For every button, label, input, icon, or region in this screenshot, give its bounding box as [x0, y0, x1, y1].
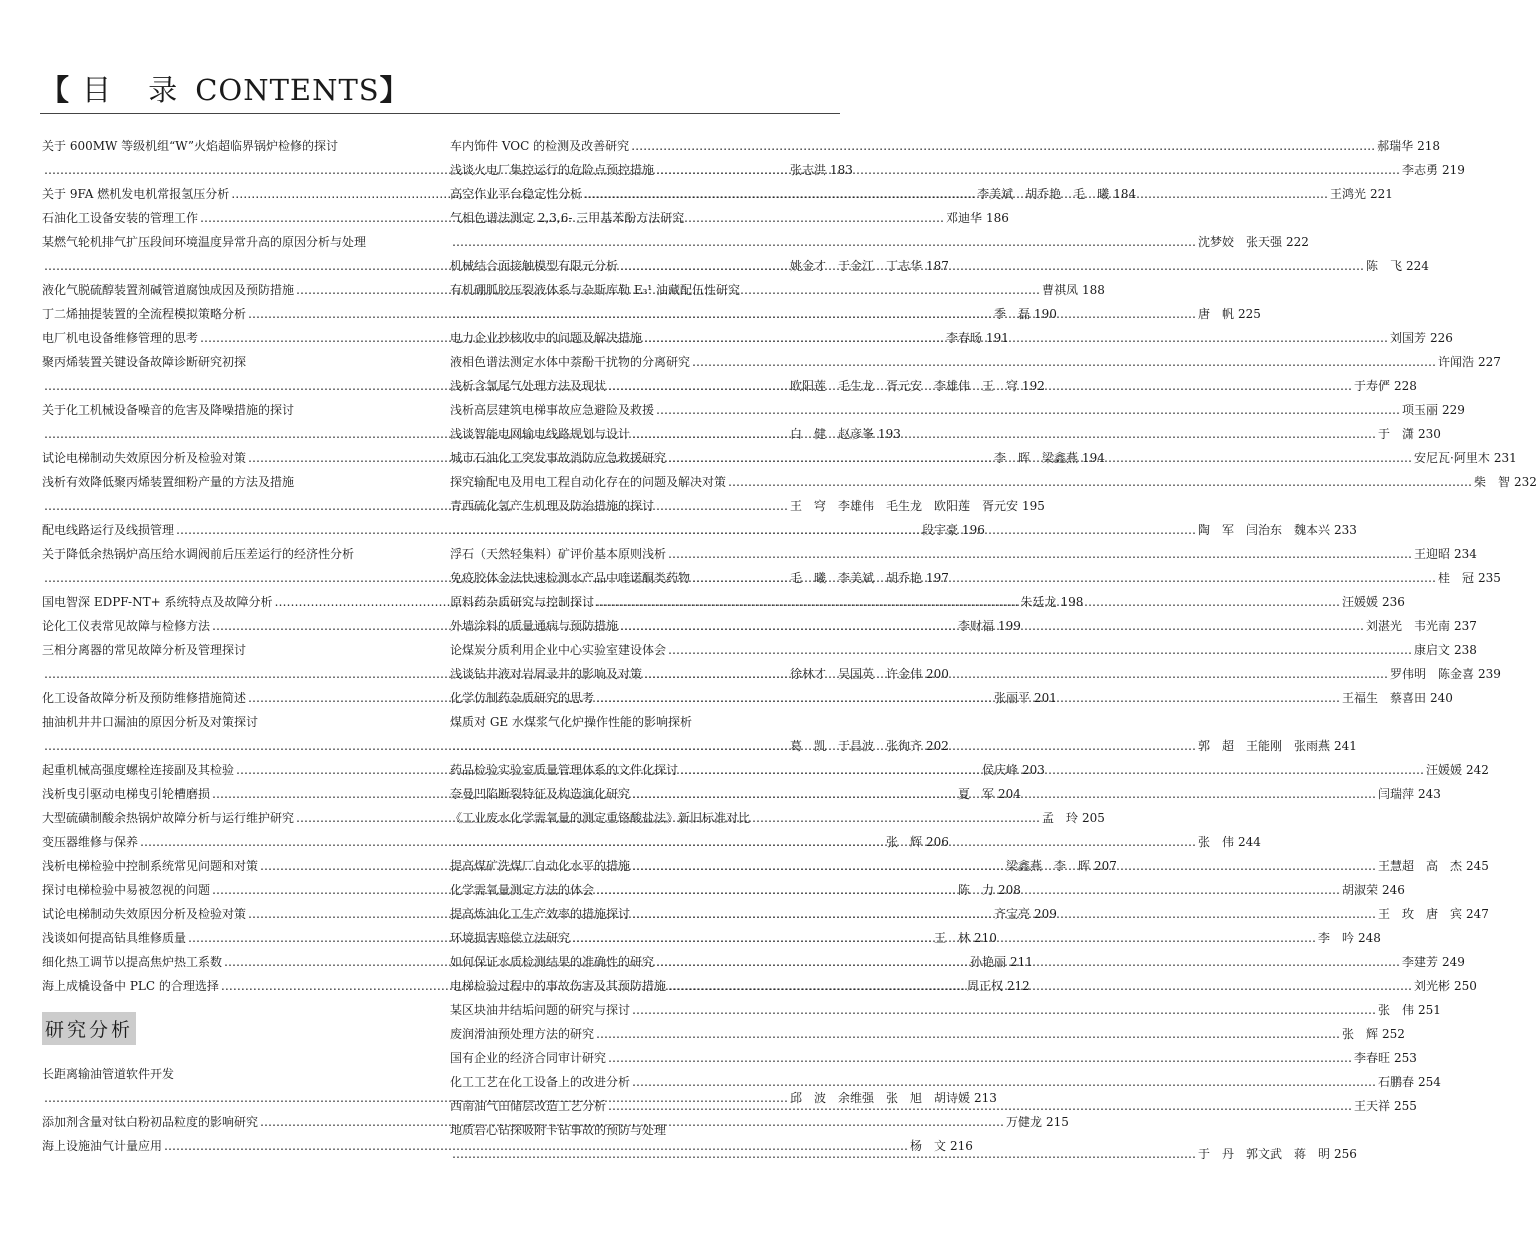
page-number: 219	[1442, 163, 1465, 177]
page-number: 191	[986, 331, 1009, 345]
page-number: 249	[1442, 955, 1465, 969]
dot-leader	[668, 446, 1412, 470]
article-title: 药品检验实验室质量管理体系的文件化探讨	[450, 763, 679, 777]
article-authors: 张 辉	[886, 835, 923, 849]
article-authors: 罗伟明 陈金喜	[1390, 667, 1475, 681]
article-title: 关于 600MW 等级机组“W”火焰超临界锅炉检修的探讨	[42, 139, 338, 153]
page-number: 190	[1034, 307, 1057, 321]
toc-entry[interactable]	[450, 398, 1465, 422]
article-title: 配电线路运行及线损管理	[42, 523, 175, 537]
page-number: 188	[1082, 283, 1105, 297]
dot-leader	[452, 734, 1196, 758]
article-title: 西南油气田储层改造工艺分析	[450, 1099, 607, 1113]
page-number: 186	[986, 211, 1009, 225]
article-authors: 邓迪华	[946, 211, 983, 225]
page-number: 228	[1394, 379, 1417, 393]
dot-leader	[668, 542, 1412, 566]
page-number: 224	[1406, 259, 1429, 273]
article-authors: 李春旸	[946, 331, 983, 345]
page-number: 204	[998, 787, 1021, 801]
article-title: 某燃气轮机排气扩压段间环境温度异常升高的原因分析与处理	[42, 235, 367, 249]
article-title: 地质岩心钻探吸附卡钻事故的预防与处理	[450, 1123, 667, 1137]
toc-entry[interactable]	[450, 470, 1537, 494]
article-authors: 王慧超 高 杰	[1378, 859, 1463, 873]
article-title: 浮石（天然轻集料）矿评价基本原则浅析	[450, 547, 667, 561]
article-title: 高空作业平台稳定性分析	[450, 187, 583, 201]
page-number: 252	[1382, 1027, 1405, 1041]
toc-entry[interactable]	[450, 806, 843, 830]
dot-leader	[632, 998, 1376, 1022]
article-authors: 唐 帆	[1198, 307, 1235, 321]
article-title: 海上设施油气计量应用	[42, 1139, 163, 1153]
page-number: 198	[1060, 595, 1084, 609]
toc-entry[interactable]	[42, 710, 435, 734]
article-authors: 葛 凯 于昌波 张徇齐	[790, 739, 923, 753]
page-number: 230	[1418, 427, 1441, 441]
page-number: 209	[1034, 907, 1057, 921]
toc-entry[interactable]	[42, 1062, 435, 1086]
page-number: 194	[1082, 451, 1105, 465]
article-authors: 白 健 赵彦峯	[790, 427, 875, 441]
page-number: 202	[926, 739, 949, 753]
article-title: 废润滑油预处理方法的研究	[450, 1027, 595, 1041]
page-number: 197	[926, 571, 949, 585]
dot-leader	[452, 830, 1196, 854]
dot-leader	[644, 326, 1388, 350]
dot-leader	[452, 1142, 1196, 1166]
toc-entry[interactable]	[450, 1022, 1405, 1046]
page-number: 256	[1334, 1147, 1357, 1161]
article-authors: 王 林	[934, 931, 971, 945]
article-title: 变压器维修与保养	[42, 835, 139, 849]
dot-leader	[632, 782, 1376, 806]
article-title: 机械结合面接触模型有限元分析	[450, 259, 619, 273]
page-number: 187	[926, 259, 949, 273]
page-number: 200	[926, 667, 949, 681]
article-authors: 曹祺凤	[1042, 283, 1079, 297]
article-authors: 朱廷龙	[1020, 595, 1057, 609]
article-title: 液化气脱硫醇装置剂碱管道腐蚀成因及预防措施	[42, 283, 295, 297]
article-authors: 汪媛媛	[1342, 595, 1379, 609]
page-number: 212	[1006, 979, 1030, 993]
article-title: 探讨电梯检验中易被忽视的问题	[42, 883, 211, 897]
article-title: 化学需氧量测定方法的体会	[450, 883, 595, 897]
toc-entry[interactable]	[42, 350, 435, 374]
dot-leader	[656, 398, 1400, 422]
article-authors: 齐宝亮	[994, 907, 1031, 921]
article-title: 奈曼凹陷断裂特征及构造演化研究	[450, 787, 631, 801]
page-number: 225	[1238, 307, 1261, 321]
article-title: 浅析曳引驱动电梯曳引轮槽磨损	[42, 787, 211, 801]
dot-leader	[620, 614, 1364, 638]
toc-entry[interactable]	[450, 710, 843, 734]
article-title: 浅谈钻井液对岩屑录井的影响及对策	[450, 667, 643, 681]
dot-leader	[631, 134, 1375, 158]
page-number: 254	[1418, 1075, 1441, 1089]
article-title: 国电智深 EDPF-NT+ 系统特点及故障分析	[42, 595, 273, 609]
dot-leader	[584, 182, 1328, 206]
toc-entry[interactable]	[450, 1070, 1441, 1094]
page-number: 235	[1478, 571, 1501, 585]
article-authors: 张 伟	[1198, 835, 1235, 849]
toc-entry[interactable]	[42, 302, 1057, 326]
page-number: 233	[1334, 523, 1357, 537]
article-title: 论化工仪表常见故障与检修方法	[42, 619, 211, 633]
page-number: 243	[1418, 787, 1441, 801]
toc-entry[interactable]	[450, 542, 1477, 566]
article-title: 国有企业的经济合同审计研究	[450, 1051, 607, 1065]
article-authors: 郝瑞华	[1377, 139, 1414, 153]
article-title: 化工工艺在化工设备上的改进分析	[450, 1075, 631, 1089]
toc-entry[interactable]	[42, 830, 949, 854]
article-authors: 桂 冠	[1438, 571, 1475, 585]
toc-entry[interactable]	[450, 998, 1441, 1022]
toc-entry[interactable]	[42, 734, 949, 758]
article-authors: 季 磊	[994, 307, 1031, 321]
article-title: 电厂机电设备维修管理的思考	[42, 331, 199, 345]
article-authors: 孙艳丽	[970, 955, 1007, 969]
right-bracket: 】	[379, 73, 410, 107]
page-number: 240	[1430, 691, 1453, 705]
article-authors: 欧阳莲 毛生龙 胥元安 李雄伟 王 穹	[790, 379, 1019, 393]
dot-leader	[620, 254, 1364, 278]
article-authors: 陈 力	[958, 883, 995, 897]
toc-entry[interactable]	[42, 638, 435, 662]
page-number: 184	[1113, 187, 1137, 201]
article-authors: 项玉丽	[1402, 403, 1439, 417]
toc-entry[interactable]	[42, 1134, 973, 1158]
article-authors: 杨 文	[910, 1139, 947, 1153]
article-title: 气相色谱法测定 2,3,6- 三甲基苯酚方法研究	[450, 211, 685, 225]
dot-leader	[608, 1046, 1352, 1070]
dot-leader	[596, 686, 1340, 710]
page-number: 218	[1417, 139, 1441, 153]
page-number: 206	[926, 835, 949, 849]
toc-entry[interactable]	[450, 206, 843, 230]
dot-leader	[608, 1094, 1352, 1118]
article-authors: 李春旺	[1354, 1051, 1391, 1065]
page-number: 226	[1430, 331, 1453, 345]
toc-entry[interactable]	[450, 350, 1501, 374]
article-title: 浅析有效降低聚丙烯装置细粉产量的方法及措施	[42, 475, 295, 489]
article-authors: 安尼瓦·阿里木	[1414, 451, 1490, 465]
dot-leader	[608, 374, 1352, 398]
dot-leader	[452, 518, 1196, 542]
dot-leader	[596, 878, 1340, 902]
article-authors: 胡淑荣	[1342, 883, 1379, 897]
left-bracket: 【	[40, 73, 71, 107]
dot-leader	[668, 974, 1412, 998]
article-title: 添加剂含量对钛白粉初品粒度的影响研究	[42, 1115, 259, 1129]
article-title: 细化热工调节以提高焦炉热工系数	[42, 955, 223, 969]
page-number: 211	[1010, 955, 1033, 969]
dot-leader	[632, 422, 1376, 446]
article-title: 提高炼油化工生产效率的措施探讨	[450, 907, 631, 921]
page-number: 210	[974, 931, 997, 945]
article-title: 城市石油化工突发事故消防应急救援研究	[450, 451, 667, 465]
article-title: 电力企业抄核收中的问题及解决措施	[450, 331, 643, 345]
page-number: 216	[950, 1139, 973, 1153]
article-authors: 段宇豪	[922, 523, 959, 537]
dot-leader	[656, 158, 1400, 182]
article-authors: 刘国芳	[1390, 331, 1427, 345]
toc-entry[interactable]	[42, 230, 435, 254]
article-title: 提高煤矿洗煤厂自动化水平的措施	[450, 859, 631, 873]
article-authors: 孟 玲	[1042, 811, 1079, 825]
toc-entry[interactable]	[42, 470, 435, 494]
toc-entry[interactable]	[42, 542, 435, 566]
page-number: 205	[1082, 811, 1105, 825]
article-authors: 汪媛媛	[1426, 763, 1463, 777]
article-title: 三相分离器的常见故障分析及管理探讨	[42, 643, 247, 657]
dot-leader	[596, 590, 1340, 614]
article-title: 浅析含氯尾气处理方法及现状	[450, 379, 607, 393]
article-title: 试论电梯制动失效原因分析及检验对策	[42, 907, 247, 921]
article-authors: 李志勇	[1402, 163, 1439, 177]
article-title: 大型硫磺制酸余热锅炉故障分析与运行维护研究	[42, 811, 295, 825]
article-title: 车内饰件 VOC 的检测及改善研究	[450, 139, 630, 153]
article-title: 某区块油井结垢问题的研究与探讨	[450, 1003, 631, 1017]
page-number: 232	[1514, 475, 1537, 489]
article-authors: 邱 波 余维强 张 旭 胡诗媛	[790, 1091, 971, 1105]
page-number: 246	[1382, 883, 1405, 897]
toc-entry[interactable]	[42, 518, 985, 542]
article-title: 化工设备故障分析及预防维修措施简述	[42, 691, 247, 705]
dot-leader	[452, 302, 1196, 326]
dot-leader	[656, 950, 1400, 974]
article-authors: 柴 智	[1474, 475, 1511, 489]
dot-leader	[692, 350, 1436, 374]
page-number: 215	[1046, 1115, 1069, 1129]
article-authors: 张 辉	[1342, 1027, 1379, 1041]
toc-entry[interactable]	[42, 134, 435, 158]
page-number: 253	[1394, 1051, 1417, 1065]
article-authors: 于寿俨	[1354, 379, 1391, 393]
page-number: 183	[830, 163, 853, 177]
article-authors: 李 晖 梁鑫燕	[994, 451, 1079, 465]
toc-entry[interactable]	[450, 494, 843, 518]
article-title: 探究输配电及用电工程自动化存在的问题及解决对策	[450, 475, 727, 489]
dot-leader	[632, 1070, 1376, 1094]
page-number: 234	[1454, 547, 1477, 561]
page-number: 193	[878, 427, 901, 441]
article-authors: 李财福	[958, 619, 995, 633]
article-authors: 陈 飞	[1366, 259, 1403, 273]
article-title: 煤质对 GE 水煤浆气化炉操作性能的影响探析	[450, 715, 692, 729]
page-number: 255	[1394, 1099, 1417, 1113]
article-authors: 沈梦姣 张天强	[1198, 235, 1283, 249]
page-number: 203	[1022, 763, 1045, 777]
page-number: 244	[1238, 835, 1261, 849]
page-number: 227	[1478, 355, 1501, 369]
page-number: 222	[1286, 235, 1309, 249]
article-title: 抽油机井井口漏油的原因分析及对策探讨	[42, 715, 259, 729]
toc-entry[interactable]	[450, 638, 1477, 662]
page-number: 241	[1334, 739, 1357, 753]
article-title: 《工业废水化学需氧量的测定重铬酸盐法》新旧标准对比	[450, 811, 751, 825]
article-authors: 王天祥	[1354, 1099, 1391, 1113]
dot-leader	[680, 758, 1424, 782]
article-title: 关于 9FA 燃机发电机常报氢压分析	[42, 187, 230, 201]
article-title: 聚丙烯装置关键设备故障诊断研究初探	[42, 355, 247, 369]
article-authors: 梁鑫燕 李 晖	[1006, 859, 1091, 873]
page-number: 196	[962, 523, 985, 537]
dot-leader	[596, 1022, 1340, 1046]
page-number: 231	[1493, 451, 1517, 465]
page-number: 229	[1442, 403, 1465, 417]
article-title: 青西硫化氢产生机理及防治措施的探讨	[450, 499, 655, 513]
dot-leader	[728, 470, 1472, 494]
page-number: 239	[1478, 667, 1501, 681]
article-authors: 李建芳	[1402, 955, 1439, 969]
article-authors: 刘光彬	[1414, 979, 1451, 993]
article-title: 浅谈火电厂集控运行的危险点预控措施	[450, 163, 655, 177]
article-authors: 石鹏春	[1378, 1075, 1415, 1089]
article-authors: 王 穹 李雄伟 毛生龙 欧阳莲 胥元安	[790, 499, 1019, 513]
article-authors: 王 玫 唐 宾	[1378, 907, 1463, 921]
article-authors: 郭 超 王能刚 张雨燕	[1198, 739, 1331, 753]
toc-entry[interactable]	[450, 1046, 1417, 1070]
contents-header	[40, 68, 410, 109]
page-number: 237	[1454, 619, 1477, 633]
page-number: 247	[1466, 907, 1489, 921]
header-title-cn: 目 录	[82, 73, 192, 107]
article-authors: 王迎昭	[1414, 547, 1451, 561]
article-authors: 姚金才 于金江 丁志华	[790, 259, 923, 273]
page-number: 236	[1382, 595, 1405, 609]
dot-leader	[632, 902, 1376, 926]
article-authors: 张 伟	[1378, 1003, 1415, 1017]
article-title: 有机硼胍胶压裂液体系与杂斯库勒 E₃¹ 油藏配伍性研究	[450, 283, 741, 297]
page-number: 238	[1454, 643, 1477, 657]
page-number: 245	[1466, 859, 1489, 873]
article-title: 论煤炭分质利用企业中心实验室建设体会	[450, 643, 667, 657]
toc-entry[interactable]	[450, 134, 1441, 158]
dot-leader	[452, 230, 1196, 254]
article-title: 海上成橇设备中 PLC 的合理选择	[42, 979, 219, 993]
article-authors: 陶 军 闫治东 魏本兴	[1198, 523, 1331, 537]
article-authors: 康启文	[1414, 643, 1451, 657]
article-title: 电梯检验过程中的事故伤害及其预防措施	[450, 979, 667, 993]
article-title: 关于化工机械设备噪音的危害及降噪措施的探讨	[42, 403, 295, 417]
article-title: 免疫胶体金法快速检测水产品中喹诺酮类药物	[450, 571, 691, 585]
article-title: 浅谈智能电网输电线路规划与设计	[450, 427, 631, 441]
article-title: 关于降低余热锅炉高压给水调阀前后压差运行的经济性分析	[42, 547, 355, 561]
article-title: 石油化工设备安装的管理工作	[42, 211, 199, 225]
article-authors: 刘湛光 韦光南	[1366, 619, 1451, 633]
article-authors: 张丽平	[994, 691, 1031, 705]
article-authors: 李美斌 胡乔艳 毛 曦	[977, 187, 1110, 201]
article-title: 试论电梯制动失效原因分析及检验对策	[42, 451, 247, 465]
page-number: 192	[1022, 379, 1045, 393]
page-number: 221	[1370, 187, 1393, 201]
toc-entry[interactable]	[450, 1118, 843, 1142]
article-title: 浅谈如何提高钻具维修质量	[42, 931, 187, 945]
section-heading	[42, 1012, 435, 1054]
dot-leader	[644, 662, 1388, 686]
article-authors: 闫瑞萍	[1378, 787, 1415, 801]
article-title: 化学仿制药杂质研究的思考	[450, 691, 595, 705]
article-authors: 徐林才 吴国英 许金伟	[790, 667, 923, 681]
page-number: 208	[998, 883, 1021, 897]
article-title: 外墙涂料的质量通病与预防措施	[450, 619, 619, 633]
article-authors: 于 丹 郭文武 蒋 明	[1198, 1147, 1331, 1161]
dot-leader	[632, 854, 1376, 878]
page-number: 201	[1034, 691, 1057, 705]
article-authors: 周正权	[966, 979, 1003, 993]
article-authors: 侯庆峰	[982, 763, 1019, 777]
article-title: 如何保证水质检测结果的准确性的研究	[450, 955, 655, 969]
toc-entry[interactable]	[450, 158, 1465, 182]
article-title: 长距离输油管道软件开发	[42, 1067, 175, 1081]
article-title: 浅析高层建筑电梯事故应急避险及救援	[450, 403, 655, 417]
dot-leader	[668, 638, 1412, 662]
page-number: 213	[974, 1091, 997, 1105]
page-number: 199	[998, 619, 1021, 633]
article-authors: 于 潇	[1378, 427, 1415, 441]
article-title: 浅析电梯检验中控制系统常见问题和对策	[42, 859, 259, 873]
article-title: 原料药杂质研究与控制探讨	[450, 595, 595, 609]
toc-entry[interactable]	[450, 278, 843, 302]
article-authors: 万健龙	[1006, 1115, 1043, 1129]
article-title: 起重机械高强度螺栓连接副及其检验	[42, 763, 235, 777]
header-divider	[40, 113, 840, 114]
article-title: 环境损害赔偿立法研究	[450, 931, 571, 945]
article-authors: 王福生 蔡喜田	[1342, 691, 1427, 705]
article-authors: 张志洪	[790, 163, 827, 177]
section-title: 研究分析	[42, 1012, 136, 1045]
page-number: 242	[1466, 763, 1489, 777]
page-number: 248	[1358, 931, 1381, 945]
page-number: 195	[1022, 499, 1045, 513]
article-authors: 毛 曦 李美斌 胡乔艳	[790, 571, 923, 585]
dot-leader	[572, 926, 1316, 950]
dot-leader	[692, 566, 1436, 590]
toc-entry[interactable]	[42, 398, 435, 422]
page-number: 250	[1454, 979, 1477, 993]
article-title: 液相色谱法测定水体中萘酚干扰物的分离研究	[450, 355, 691, 369]
article-authors: 李 吟	[1318, 931, 1355, 945]
page-number: 251	[1418, 1003, 1441, 1017]
article-authors: 许闻浩	[1438, 355, 1475, 369]
article-authors: 王鸿光	[1330, 187, 1367, 201]
header-title-en: CONTENTS	[195, 73, 380, 107]
article-authors: 夏 军	[958, 787, 995, 801]
page-number: 207	[1094, 859, 1117, 873]
toc-entry[interactable]	[450, 230, 1309, 254]
article-title: 丁二烯抽提装置的全流程模拟策略分析	[42, 307, 247, 321]
